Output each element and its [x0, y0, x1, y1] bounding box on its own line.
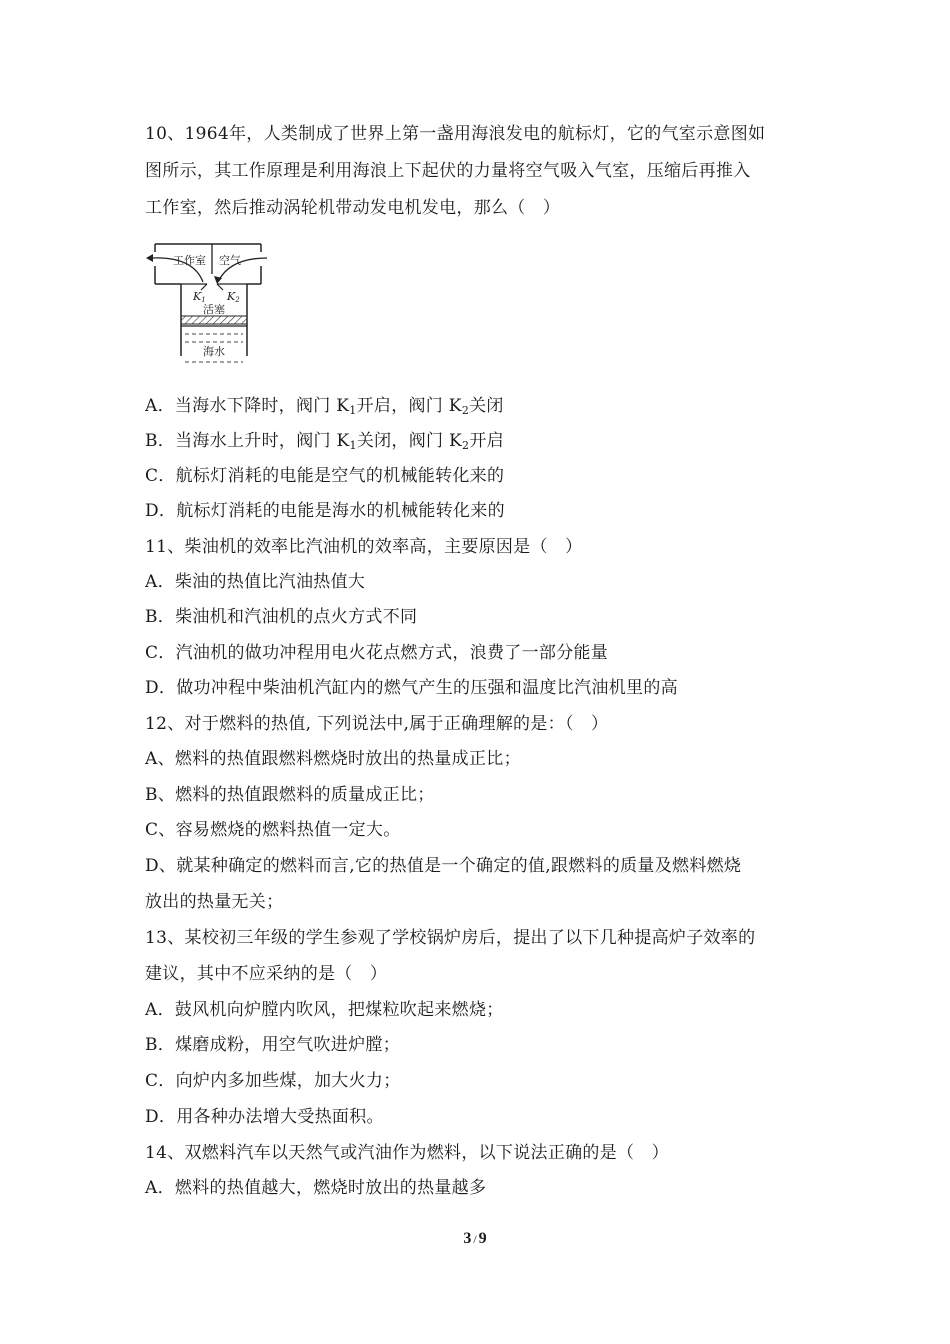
q12-option-d-line-2: 放出的热量无关； [145, 892, 284, 912]
label-k2: K [227, 290, 236, 303]
page-current: 3 [463, 1230, 472, 1247]
q10-option-a: A．当海水下降时，阀门 $K_1$开启，阀门 $K_2$关闭 [145, 396, 504, 417]
q12-option-d-line-1: D、就某种确定的燃料而言,它的热值是一个确定的值,跟燃料的质量及燃料燃烧 [145, 856, 742, 876]
label-sea-water: 海水 [203, 345, 225, 358]
label-piston: 活塞 [203, 303, 225, 316]
q12-option-c: C、容易燃烧的燃料热值一定大。 [145, 820, 401, 840]
label-k2-sub: 2 [235, 296, 240, 304]
q13-option-c: C．向炉内多加些煤，加大火力； [145, 1071, 401, 1091]
svg-text:K2 [226, 290, 240, 304]
q11-option-b: B．柴油机和汽油机的点火方式不同 [145, 607, 418, 627]
q11-stem: 11、柴油机的效率比汽油机的效率高，主要原因是（ ） [145, 537, 583, 557]
q13-stem-line-1: 13、某校初三年级的学生参观了学校锅炉房后，提出了以下几种提高炉子效率的 [145, 928, 756, 948]
q13-option-b: B．煤磨成粉，用空气吹进炉膛； [145, 1035, 400, 1055]
air-chamber-diagram [143, 238, 268, 368]
q12-stem: 12、对于燃料的热值, 下列说法中,属于正确理解的是：（ ） [145, 714, 609, 734]
q12-option-a: A、燃料的热值跟燃料燃烧时放出的热量成正比； [145, 749, 521, 769]
q13-option-d: D．用各种办法增大受热面积。 [145, 1107, 384, 1127]
svg-text:K1 [192, 290, 206, 304]
q10-stem-line-1: 10、1964年，人类制成了世界上第一盏用海浪发电的航标灯，它的气室示意图如 [145, 124, 766, 144]
q14-option-a: A．燃料的热值越大，燃烧时放出的热量越多 [145, 1178, 487, 1198]
q10-option-b: B．当海水上升时，阀门 $K_1$关闭，阀门 $K_2$开启 [145, 431, 504, 452]
page-total: 9 [478, 1230, 487, 1247]
q11-option-d: D．做功冲程中柴油机汽缸内的燃气产生的压强和温度比汽油机里的高 [145, 678, 678, 698]
q10-stem-line-2: 图所示，其工作原理是利用海浪上下起伏的力量将空气吸入气室，压缩后再推入 [145, 161, 751, 181]
q12-option-b: B、燃料的热值跟燃料的质量成正比； [145, 785, 435, 805]
label-air: 空气 [219, 254, 241, 267]
q10-stem-line-3: 工作室，然后推动涡轮机带动发电机发电，那么（ ） [145, 198, 561, 218]
page-number [0, 1230, 950, 1248]
q13-stem-line-2: 建议，其中不应采纳的是（ ） [145, 964, 388, 984]
label-k1-sub: 1 [201, 296, 206, 304]
label-k1: K [193, 290, 202, 303]
q11-option-c: C．汽油机的做功冲程用电火花点燃方式，浪费了一部分能量 [145, 643, 609, 663]
page-separator: / [473, 1232, 477, 1246]
q11-option-a: A．柴油的热值比汽油热值大 [145, 572, 366, 592]
q14-stem: 14、双燃料汽车以天然气或汽油作为燃料，以下说法正确的是（ ） [145, 1143, 669, 1163]
q10-option-c: C．航标灯消耗的电能是空气的机械能转化来的 [145, 466, 505, 486]
q13-option-a: A．鼓风机向炉膛内吹风，把煤粒吹起来燃烧； [145, 1000, 504, 1020]
q10-option-d: D．航标灯消耗的电能是海水的机械能转化来的 [145, 501, 505, 521]
label-work-room: 工作室 [173, 254, 206, 267]
